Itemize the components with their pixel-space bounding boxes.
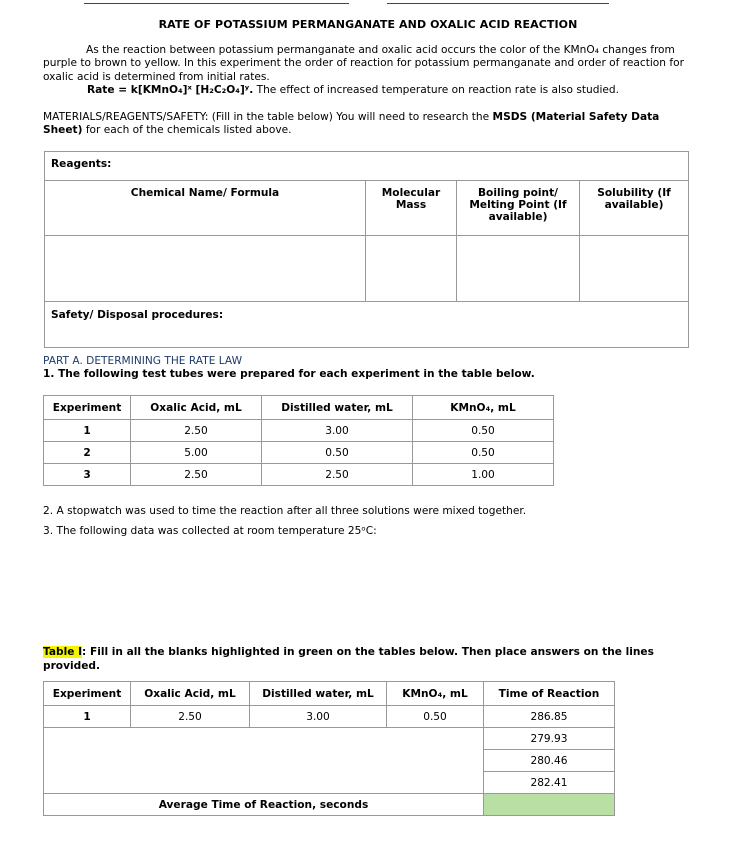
time-cell: 2.50: [131, 706, 250, 728]
time-cell: 280.46: [484, 750, 615, 772]
table-row: [44, 464, 554, 486]
time-cell: 0.50: [387, 706, 484, 728]
question-1-text: 1. The following test tubes were prepared for each experiment in the table below.: [43, 368, 535, 380]
time-cell: 3.00: [250, 706, 387, 728]
reagents-cell-boiling[interactable]: [457, 236, 580, 302]
safety-disposal-cell[interactable]: Safety/ Disposal procedures:: [45, 302, 689, 348]
time-cell: 1: [44, 706, 131, 728]
table-1-instruction-text: : Fill in all the blanks highlighted in green on the tables below. Then place answers on the lines provided.: [43, 646, 654, 672]
exp-cell: 1.00: [413, 464, 554, 486]
rate-law-line: [87, 84, 619, 96]
reagents-header-chemical: Chemical Name/ Formula: [45, 181, 366, 236]
header-rule-right: [387, 3, 609, 4]
exp-cell: 2: [44, 442, 131, 464]
exp-cell: 1: [44, 420, 131, 442]
time-header-reaction: Time of Reaction: [484, 682, 615, 706]
average-time-input[interactable]: [484, 794, 615, 816]
question-1: [43, 368, 535, 380]
exp-cell: 3: [44, 464, 131, 486]
exp-header-experiment: Experiment: [44, 396, 131, 420]
materials-text: MATERIALS/REAGENTS/SAFETY: (Fill in the table below) You will need to research the: [43, 111, 493, 123]
materials-suffix: for each of the chemicals listed above.: [82, 124, 292, 137]
experiment-table: [43, 395, 554, 486]
question-2: 2. A stopwatch was used to time the reaction after all three solutions were mixed together.: [43, 505, 527, 517]
table-row: [44, 728, 615, 750]
exp-header-kmno4: KMnO₄, mL: [413, 396, 554, 420]
exp-cell: 2.50: [131, 464, 262, 486]
table-row: [44, 706, 615, 728]
intro-text: As the reaction between potassium permanganate and oxalic acid occurs the color of the KMnO₄ changes from purple to brown to yellow. In this experiment the order of reaction for potassium permanganate and order of reaction for oxalic acid is determined from initial rates.: [43, 44, 684, 83]
time-header-water: Distilled water, mL: [250, 682, 387, 706]
exp-cell: 0.50: [413, 442, 554, 464]
intro-paragraph: [43, 44, 693, 84]
exp-cell: 5.00: [131, 442, 262, 464]
average-time-label: Average Time of Reaction, seconds: [44, 794, 484, 816]
reagents-label: Reagents:: [45, 152, 689, 181]
time-cell: 282.41: [484, 772, 615, 794]
reagents-cell-mass[interactable]: [366, 236, 457, 302]
header-rule-left: [84, 3, 349, 4]
reagents-table: [44, 151, 689, 348]
exp-header-oxalic: Oxalic Acid, mL: [131, 396, 262, 420]
time-cell: 279.93: [484, 728, 615, 750]
exp-cell: 2.50: [131, 420, 262, 442]
table-1-label: Table I: [43, 646, 83, 658]
time-table: [43, 681, 615, 816]
table-row: [44, 794, 615, 816]
reagents-header-solubility: Solubility (If available): [580, 181, 689, 236]
exp-cell: 0.50: [262, 442, 413, 464]
time-header-kmno4: KMnO₄, mL: [387, 682, 484, 706]
exp-cell: 0.50: [413, 420, 554, 442]
time-header-experiment: Experiment: [44, 682, 131, 706]
table-row: [44, 442, 554, 464]
question-3: 3. The following data was collected at room temperature 25ᵒC:: [43, 525, 377, 537]
materials-paragraph: [43, 111, 693, 138]
page-title: RATE OF POTASSIUM PERMANGANATE AND OXALIC ACID REACTION: [158, 18, 578, 31]
time-cell: 286.85: [484, 706, 615, 728]
exp-cell: 3.00: [262, 420, 413, 442]
table-1-instruction: [43, 646, 693, 673]
exp-header-water: Distilled water, mL: [262, 396, 413, 420]
reagents-header-boiling: Boiling point/ Melting Point (If available): [457, 181, 580, 236]
reagents-cell-chemical[interactable]: [45, 236, 366, 302]
part-a-heading: PART A. DETERMINING THE RATE LAW: [43, 355, 243, 367]
rate-law: Rate = k[KMnO₄]ˣ [H₂C₂O₄]ʸ.: [87, 84, 254, 96]
msds-text: MSDS (Material Safety Data Sheet): [43, 111, 660, 137]
time-blank-area: [44, 728, 484, 794]
time-header-oxalic: Oxalic Acid, mL: [131, 682, 250, 706]
table-row: [44, 420, 554, 442]
exp-cell: 2.50: [262, 464, 413, 486]
rate-law-note: The effect of increased temperature on reaction rate is also studied.: [253, 84, 619, 96]
reagents-cell-solubility[interactable]: [580, 236, 689, 302]
reagents-header-mass: Molecular Mass: [366, 181, 457, 236]
